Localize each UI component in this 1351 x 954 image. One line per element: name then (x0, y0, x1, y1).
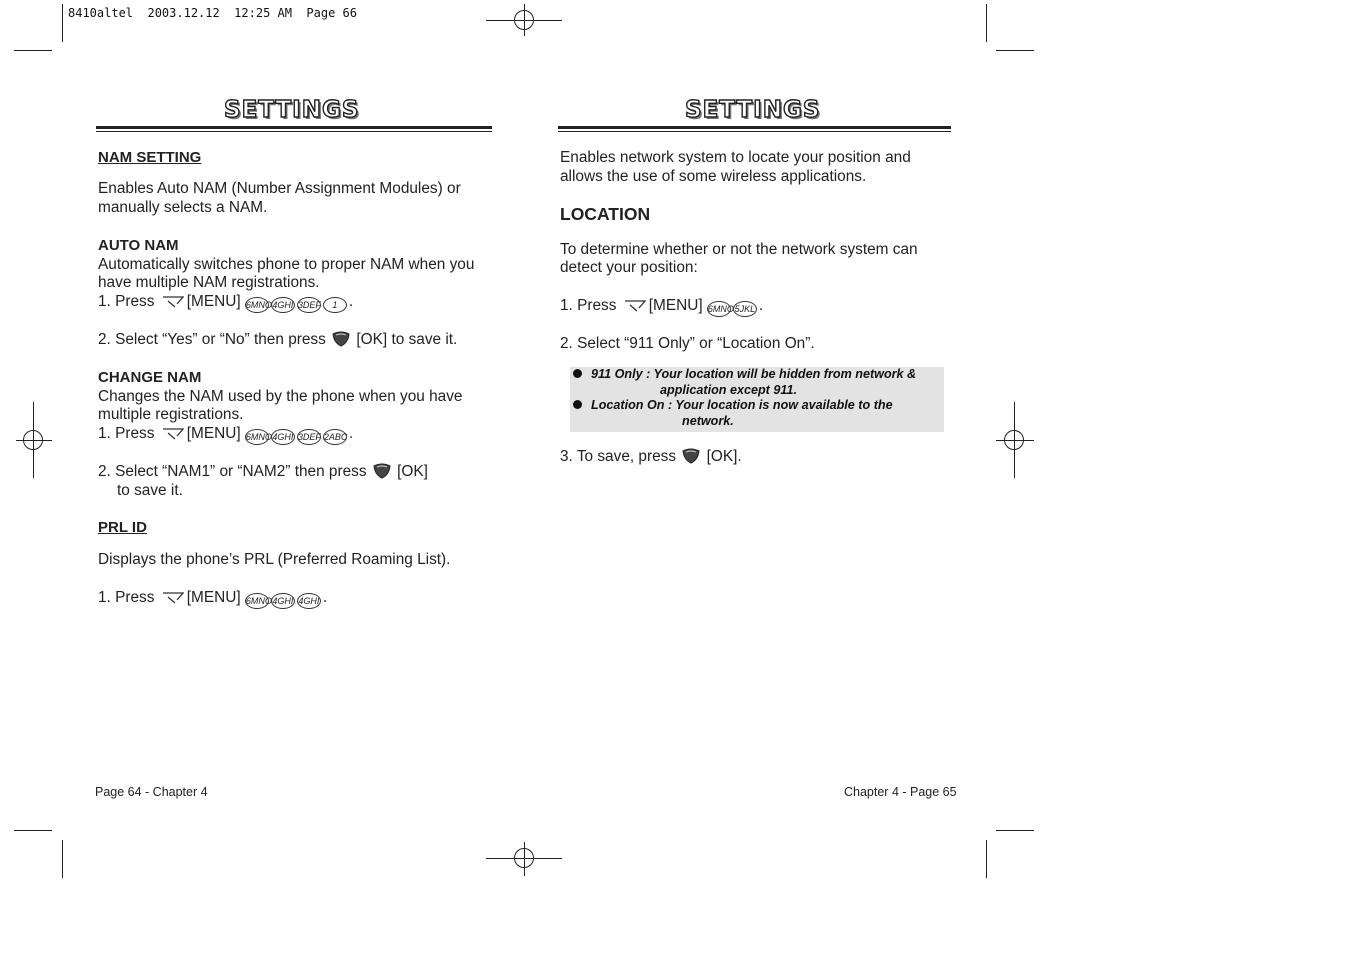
menu-softkey-icon (162, 427, 184, 441)
intro-text-1: Enables network system to locate your position and (560, 149, 911, 166)
left-page-title: SETTINGS (224, 97, 360, 123)
prl-id-step-1: 1. Press [MENU] 6MNO4GHI 4GHI . (98, 589, 327, 609)
key-4-icon: 4GHI (271, 593, 295, 609)
menu-softkey-icon (624, 299, 646, 313)
note-911-only-cont: application except 911. (660, 383, 797, 397)
key-6-icon: 6MNO (245, 593, 269, 609)
key-3-icon: 3DEF (297, 297, 321, 313)
print-slug: 8410altel 2003.12.12 12:25 AM Page 66 (68, 6, 357, 20)
ok-button-icon (373, 463, 391, 479)
nam-setting-text-2: manually selects a NAM. (98, 199, 268, 216)
key-2-icon: 2ABC (323, 429, 347, 445)
key-3-icon: 3DEF (297, 429, 321, 445)
change-nam-step-1: 1. Press [MENU] 6MNO4GHI 3DEF 2ABC. (98, 425, 353, 445)
menu-softkey-icon (162, 295, 184, 309)
location-options-note (570, 367, 944, 432)
bullet-icon (573, 400, 582, 409)
right-title-rule (558, 126, 951, 129)
key-1-icon: 1 (323, 297, 347, 313)
right-page-footer: Chapter 4 - Page 65 (844, 785, 957, 799)
note-location-on: Location On : Your location is now available to the (573, 398, 893, 414)
location-step-1: 1. Press [MENU] 6MNO5JKL . (560, 297, 763, 317)
left-title-rule (96, 126, 492, 129)
nam-setting-heading: NAM SETTING (98, 149, 202, 166)
auto-nam-step-2: 2. Select “Yes” or “No” then press [OK] to save it. (98, 331, 458, 348)
prl-id-heading: PRL ID (98, 519, 147, 536)
note-911-only: 911 Only : Your location will be hidden from network & (573, 367, 916, 383)
right-page-title: SETTINGS (685, 97, 821, 123)
location-heading: LOCATION (560, 204, 651, 224)
auto-nam-heading: AUTO NAM (98, 237, 179, 254)
nam-setting-text-1: Enables Auto NAM (Number Assignment Modules) or (98, 180, 461, 197)
ok-button-icon (682, 448, 700, 464)
auto-nam-step-1: 1. Press [MENU] 6MNO4GHI 3DEF 1 . (98, 293, 353, 313)
key-6-icon: 6MNO (707, 301, 731, 317)
location-text-1: To determine whether or not the network system can (560, 241, 918, 258)
key-5-icon: 5JKL (733, 301, 757, 317)
change-nam-step-2: 2. Select “NAM1” or “NAM2” then press [OK] (98, 463, 428, 480)
change-nam-heading: CHANGE NAM (98, 369, 202, 386)
location-step-2: 2. Select “911 Only” or “Location On”. (560, 335, 815, 352)
location-step-3: 3. To save, press [OK]. (560, 448, 742, 465)
location-text-2: detect your position: (560, 259, 698, 276)
bullet-icon (573, 369, 582, 378)
note-location-on-cont: network. (682, 414, 734, 428)
intro-text-2: allows the use of some wireless applications. (560, 168, 867, 185)
change-nam-step-2-cont: to save it. (117, 482, 183, 499)
key-4-icon: 4GHI (271, 429, 295, 445)
key-4-icon: 4GHI (297, 593, 321, 609)
key-4-icon: 4GHI (271, 297, 295, 313)
change-nam-text-1: Changes the NAM used by the phone when you have (98, 388, 463, 405)
key-6-icon: 6MNO (245, 297, 269, 313)
change-nam-text-2: multiple registrations. (98, 406, 244, 423)
ok-button-icon (332, 331, 350, 347)
key-6-icon: 6MNO (245, 429, 269, 445)
auto-nam-text-1: Automatically switches phone to proper NAM when you (98, 256, 475, 273)
prl-id-text: Displays the phone’s PRL (Preferred Roaming List). (98, 551, 451, 568)
auto-nam-text-2: have multiple NAM registrations. (98, 274, 320, 291)
menu-softkey-icon (162, 591, 184, 605)
left-page-footer: Page 64 - Chapter 4 (95, 785, 208, 799)
